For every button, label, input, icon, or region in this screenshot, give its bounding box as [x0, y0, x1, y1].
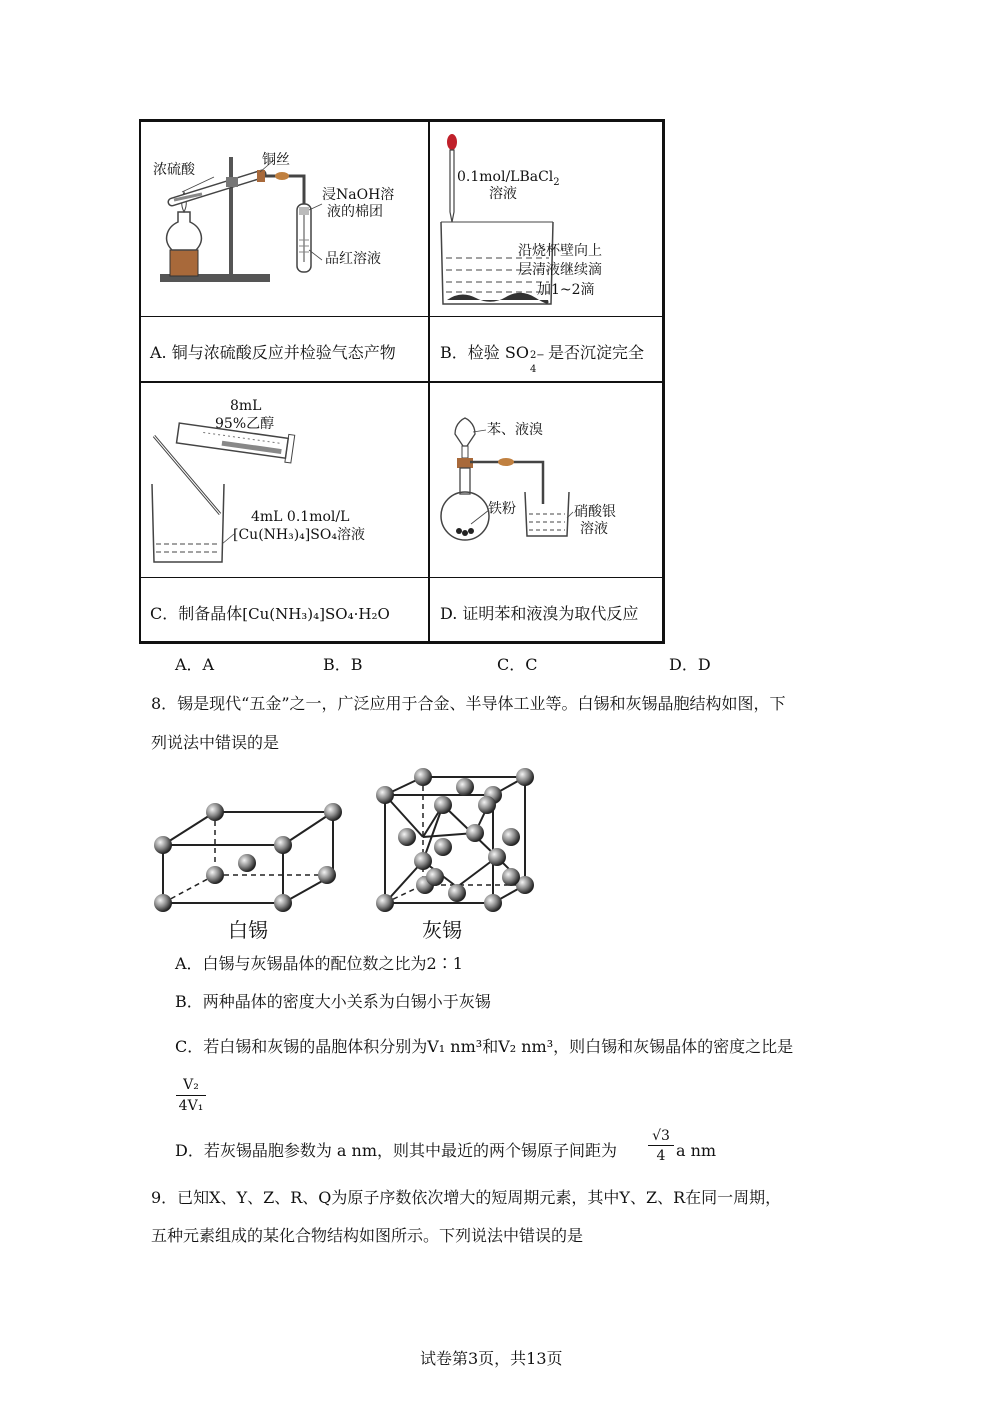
caption-b: B．检验 SO 2− 4 是否沉淀完全: [440, 343, 645, 375]
apparatus-c-figure: [142, 384, 427, 576]
q8-option-c[interactable]: C．若白锡和灰锡的晶胞体积分别为V₁ nm³和V₂ nm³，则白锡和灰锡晶体的密度之比是: [175, 1037, 794, 1056]
q7-option-d[interactable]: D．D: [669, 655, 711, 674]
tin-crystal-cells-figure: [145, 765, 545, 915]
label-ethanol: 95%乙醇: [215, 416, 275, 432]
label-naoh-cotton-2: 液的棉团: [327, 204, 383, 220]
caption-c: C．制备晶体[Cu(NH₃)₄]SO₄·H₂O: [150, 604, 390, 623]
q7-option-a[interactable]: A．A: [175, 655, 215, 674]
label-note-2: 层清液继续滴: [518, 262, 602, 278]
label-note-3: 加1~2滴: [537, 282, 595, 298]
label-magenta-solution: 品红溶液: [325, 251, 381, 267]
label-bacl2: 0.1mol/LBaCl$_2$: [457, 169, 560, 188]
q8-option-a[interactable]: A．白锡与灰锡晶体的配位数之比为2∶1: [175, 954, 463, 973]
q8-stem-line1: 8．锡是现代“五金”之一，广泛应用于合金、半导体工业等。白锡和灰锡晶胞结构如图，下: [151, 694, 786, 713]
q8-option-c-fraction: V₂ 4V₁: [176, 1077, 206, 1114]
label-conc-sulfuric: 浓硫酸: [153, 162, 195, 178]
caption-a: A. 铜与浓硫酸反应并检验气态产物: [150, 343, 396, 362]
q8-option-d-fraction: √3 4: [648, 1128, 674, 1164]
q7-option-c[interactable]: C．C: [497, 655, 538, 674]
label-iron-powder: 铁粉: [488, 501, 516, 517]
label-8ml: 8mL: [230, 398, 262, 414]
label-cu-sol-2: [Cu(NH₃)₄]SO₄溶液: [233, 527, 365, 543]
label-bacl2-solution: 溶液: [489, 186, 517, 202]
q8-option-b[interactable]: B．两种晶体的密度大小关系为白锡小于灰锡: [175, 992, 491, 1011]
q8-option-d-unit: a nm: [676, 1141, 717, 1160]
label-gray-tin: 灰锡: [422, 918, 462, 942]
label-silver-nitrate-2: 溶液: [580, 521, 608, 537]
apparatus-d-figure: [431, 384, 661, 576]
q8-stem-line2: 列说法中错误的是: [151, 733, 280, 752]
label-copper-wire: 铜丝: [262, 152, 290, 168]
q9-stem-line1: 9．已知X、Y、Z、R、Q为原子序数依次增大的短周期元素，其中Y、Z、R在同一周期，: [151, 1188, 782, 1207]
q8-option-d[interactable]: D．若灰锡晶胞参数为 a nm，则其中最近的两个锡原子间距为: [175, 1141, 618, 1160]
page-footer: 试卷第3页，共13页: [420, 1349, 563, 1368]
label-white-tin: 白锡: [228, 918, 268, 942]
q7-option-b[interactable]: B．B: [323, 655, 363, 674]
label-naoh-cotton-1: 浸NaOH溶: [322, 187, 395, 203]
label-cu-sol-1: 4mL 0.1mol/L: [251, 509, 350, 525]
caption-d: D. 证明苯和液溴为取代反应: [440, 604, 639, 623]
q9-stem-line2: 五种元素组成的某化合物结构如图所示。下列说法中错误的是: [151, 1226, 584, 1245]
label-silver-nitrate-1: 硝酸银: [574, 504, 616, 520]
apparatus-a-figure: [142, 122, 427, 315]
label-note-1: 沿烧杯壁向上: [518, 243, 602, 259]
label-benzene-bromine: 苯、液溴: [487, 422, 543, 438]
